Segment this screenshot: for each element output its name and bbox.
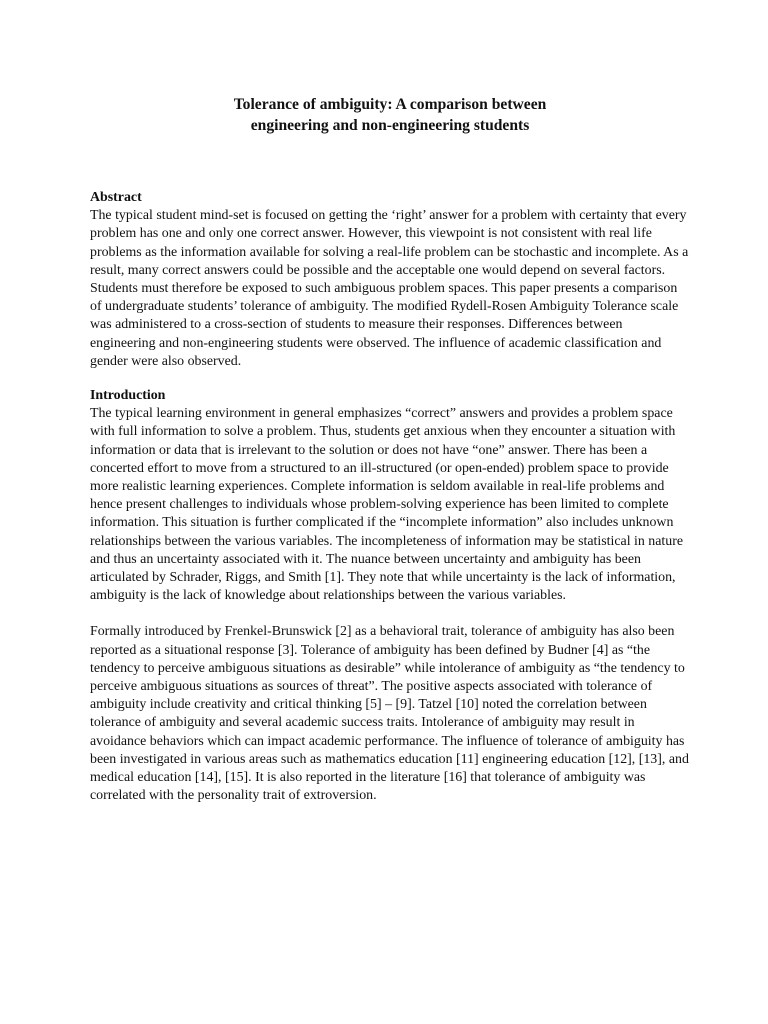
introduction-paragraph-1: The typical learning environment in general emphasizes “correct” answers and provides a problem space with full information to solve a problem. Thus, students get anxious when they encounter a situation with information or data that is irrelevant to the solution or does not have “one” answer. There has been a concerted effort to move from a structured to an ill-structured (or open-ended) problem space to provide more realistic learning experiences. Complete information is seldom available in real-life problems and hence present challenges to individuals whose problem-solving experience has been limited to complete information. This situation is further complicated if the “incomplete information” also includes unknown relationships between the various variables. The incompleteness of information may be statistical in nature and thus an uncertainty associated with it. The nuance between uncertainty and ambiguity has been articulated by Schrader, Riggs, and Smith [1]. They note that while uncertainty is the lack of information, ambiguity is the lack of knowledge about relationships between the various variables. xyxy=(90,406,684,604)
paper-title xyxy=(90,94,690,136)
paper-title-line-2: engineering and non-engineering students xyxy=(250,117,530,134)
paper-title-line-1: Tolerance of ambiguity: A comparison between xyxy=(233,96,547,113)
document-page xyxy=(90,94,690,806)
introduction-heading: Introduction xyxy=(90,388,166,404)
abstract-heading: Abstract xyxy=(90,190,142,205)
introduction-paragraph-2: Formally introduced by Frenkel-Brunswick [2] as a behavioral trait, tolerance of ambiguity has also been reported as a situational response [3]. Tolerance of ambiguity has been defined by Budner [4] as “the tendency to perceive ambiguous situations as desirable” while intolerance of ambiguity as “the tendency to perceive ambiguous situations as sources of threat”. The positive aspects associated with tolerance of ambiguity include creativity and critical thinking [5] – [9]. Tatzel [10] noted the correlation between tolerance of ambiguity and several academic success traits. Intolerance of ambiguity may result in avoidance behaviors which can impact academic performance. The influence of tolerance of ambiguity has been investigated in various areas such as mathematics education [11] engineering education [12], [13], and medical education [14], [15]. It is also reported in the literature [16] that tolerance of ambiguity was correlated with the personality trait of extroversion. xyxy=(90,624,689,804)
abstract-text: The typical student mind-set is focused on getting the ‘right’ answer for a problem with certainty that every problem has one and only one correct answer. However, this viewpoint is not consistent with real life problems as the information available for solving a real-life problem can be stochastic and incomplete. As a result, many correct answers could be possible and the acceptable one would depend on several factors. Students must therefore be exposed to such ambiguous problem spaces. This paper presents a comparison of undergraduate students’ tolerance of ambiguity. The modified Rydell-Rosen Ambiguity Tolerance scale was administered to a cross-section of students to measure their responses. Differences between engineering and non-engineering students were observed. The influence of academic classification and gender were also observed. xyxy=(90,208,689,369)
